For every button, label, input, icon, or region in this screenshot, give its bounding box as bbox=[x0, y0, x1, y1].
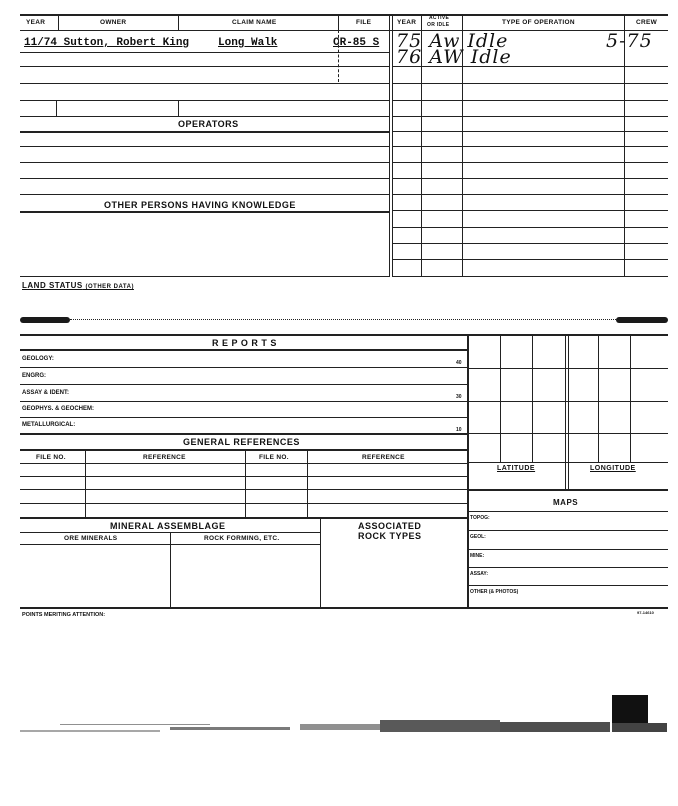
ref-col-file-no: FILE NO. bbox=[36, 454, 66, 461]
operators-heading: OPERATORS bbox=[178, 119, 239, 129]
header-active-or-idle-2: OR IDLE bbox=[427, 22, 450, 28]
report-label-metallurgical: METALLURGICAL: bbox=[22, 422, 76, 428]
maps-heading: MAPS bbox=[553, 498, 579, 507]
header-active-or-idle-1: ACTIVE bbox=[429, 15, 450, 21]
header-year: YEAR bbox=[26, 19, 46, 26]
form-number: 97-14610 bbox=[637, 610, 654, 615]
file-entry: CR-85 S bbox=[333, 37, 380, 49]
latitude-label: LATITUDE bbox=[497, 465, 536, 472]
longitude-label: LONGITUDE bbox=[590, 465, 636, 472]
claim-name-entry: Long Walk bbox=[218, 37, 278, 49]
header-claim-name: CLAIM NAME bbox=[232, 19, 277, 26]
ore-minerals-heading: ORE MINERALS bbox=[64, 535, 118, 542]
other-persons-heading: OTHER PERSONS HAVING KNOWLEDGE bbox=[104, 200, 296, 210]
header-owner: OWNER bbox=[100, 19, 127, 26]
ref-col-reference-2: REFERENCE bbox=[362, 454, 405, 461]
map-row-topog: TOPOG: bbox=[470, 515, 490, 521]
report-num-geology: 40 bbox=[456, 360, 462, 366]
header-year-2: YEAR bbox=[397, 19, 417, 26]
header-type-of-operation: TYPE OF OPERATION bbox=[502, 19, 575, 26]
ref-col-file-no-2: FILE NO. bbox=[259, 454, 289, 461]
land-status-note: (OTHER DATA) bbox=[85, 284, 134, 290]
points-meriting-attention-label: POINTS MERITING ATTENTION: bbox=[22, 612, 106, 618]
map-row-assay: ASSAY: bbox=[470, 571, 489, 577]
scan-noise-band bbox=[0, 690, 678, 750]
owner-entry: 11/74 Sutton, Robert King bbox=[24, 37, 190, 49]
report-label-geology: GEOLOGY: bbox=[22, 356, 54, 362]
reports-heading: R E P O R T S bbox=[212, 338, 277, 348]
header-crew: CREW bbox=[636, 19, 658, 26]
activity-entry-2: 76 AW Idle bbox=[396, 46, 512, 68]
rock-forming-heading: ROCK FORMING, ETC. bbox=[204, 535, 280, 542]
associated-rock-types-line1: ASSOCIATED bbox=[358, 521, 422, 531]
land-status-heading bbox=[22, 281, 134, 290]
activity-entry-1: 75 Aw Idle bbox=[396, 30, 509, 52]
general-references-heading: GENERAL REFERENCES bbox=[183, 437, 300, 447]
report-label-engrg: ENGRG: bbox=[22, 373, 46, 379]
land-status-label: LAND STATUS bbox=[22, 281, 83, 290]
associated-rock-types-line2: ROCK TYPES bbox=[358, 531, 422, 541]
map-row-mine: MINE: bbox=[470, 553, 485, 559]
report-label-assay: ASSAY & IDENT: bbox=[22, 390, 70, 396]
header-file: FILE bbox=[356, 19, 372, 26]
report-label-geophys: GEOPHYS. & GEOCHEM: bbox=[22, 406, 95, 412]
report-num-metallurgical: 10 bbox=[456, 427, 462, 433]
map-row-other: OTHER (& PHOTOS) bbox=[470, 589, 519, 595]
map-row-geol: GEOL: bbox=[470, 534, 486, 540]
crew-entry-1: 5-75 bbox=[606, 30, 653, 52]
report-num-assay: 30 bbox=[456, 394, 462, 400]
ref-col-reference: REFERENCE bbox=[143, 454, 186, 461]
mineral-assemblage-heading: MINERAL ASSEMBLAGE bbox=[110, 521, 226, 531]
